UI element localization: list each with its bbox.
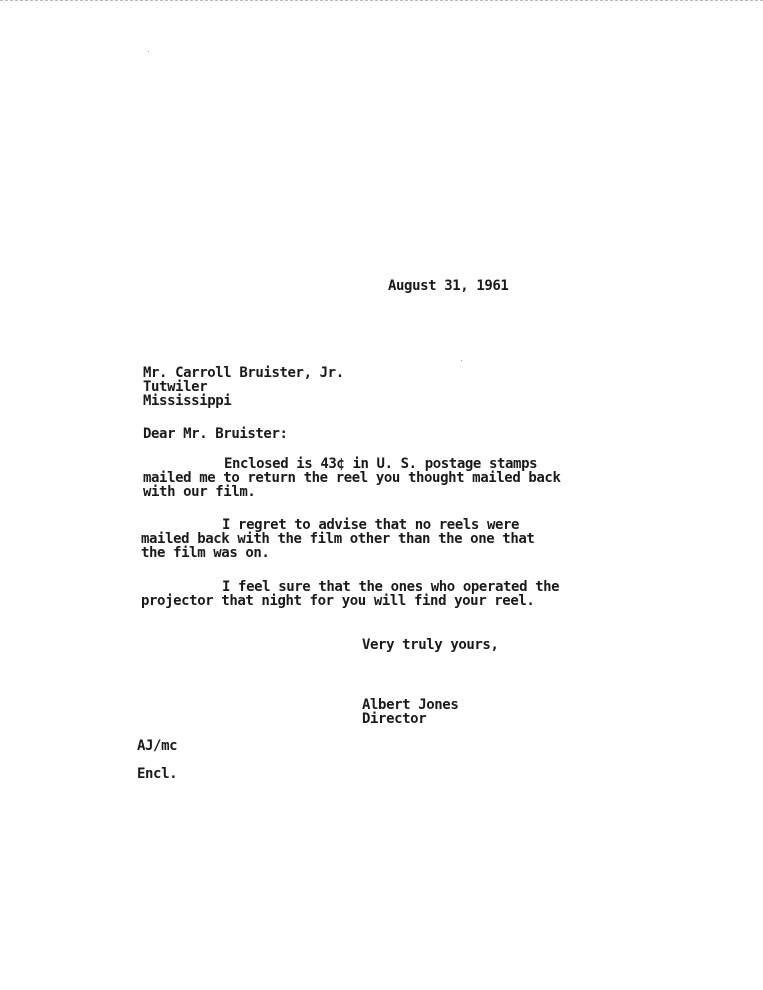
paper-speck — [461, 360, 462, 361]
paragraph-line: with our film. — [143, 484, 256, 500]
paragraph-3 — [141, 580, 559, 608]
paragraph-1 — [143, 457, 561, 499]
signer-name: Albert Jones — [362, 697, 459, 713]
enclosure-notation: Encl. — [137, 766, 178, 782]
signer-title: Director — [362, 711, 427, 727]
paragraph-line: Enclosed is 43¢ in U. S. postage stamps — [224, 456, 538, 472]
page-top-border — [0, 0, 763, 1]
recipient-city: Tutwiler — [143, 379, 208, 395]
paragraph-line: I regret to advise that no reels were — [222, 517, 520, 533]
paper-speck — [148, 51, 149, 52]
paragraph-2 — [141, 518, 534, 560]
recipient-name: Mr. Carroll Bruister, Jr. — [143, 365, 344, 381]
letter-date: August 31, 1961 — [388, 278, 509, 294]
reference-initials: AJ/mc — [137, 738, 178, 754]
paragraph-line: mailed back with the film other than the one that — [141, 531, 535, 547]
salutation: Dear Mr. Bruister: — [143, 426, 288, 442]
recipient-state: Mississippi — [143, 393, 232, 409]
paragraph-line: the film was on. — [141, 545, 270, 561]
paragraph-line: projector that night for you will find your reel. — [141, 593, 535, 609]
recipient-address — [143, 366, 344, 408]
paragraph-line: mailed me to return the reel you thought mailed back — [143, 470, 561, 486]
signature-block — [362, 698, 458, 726]
complimentary-closing: Very truly yours, — [362, 637, 499, 653]
paragraph-line: I feel sure that the ones who operated the — [222, 579, 560, 595]
